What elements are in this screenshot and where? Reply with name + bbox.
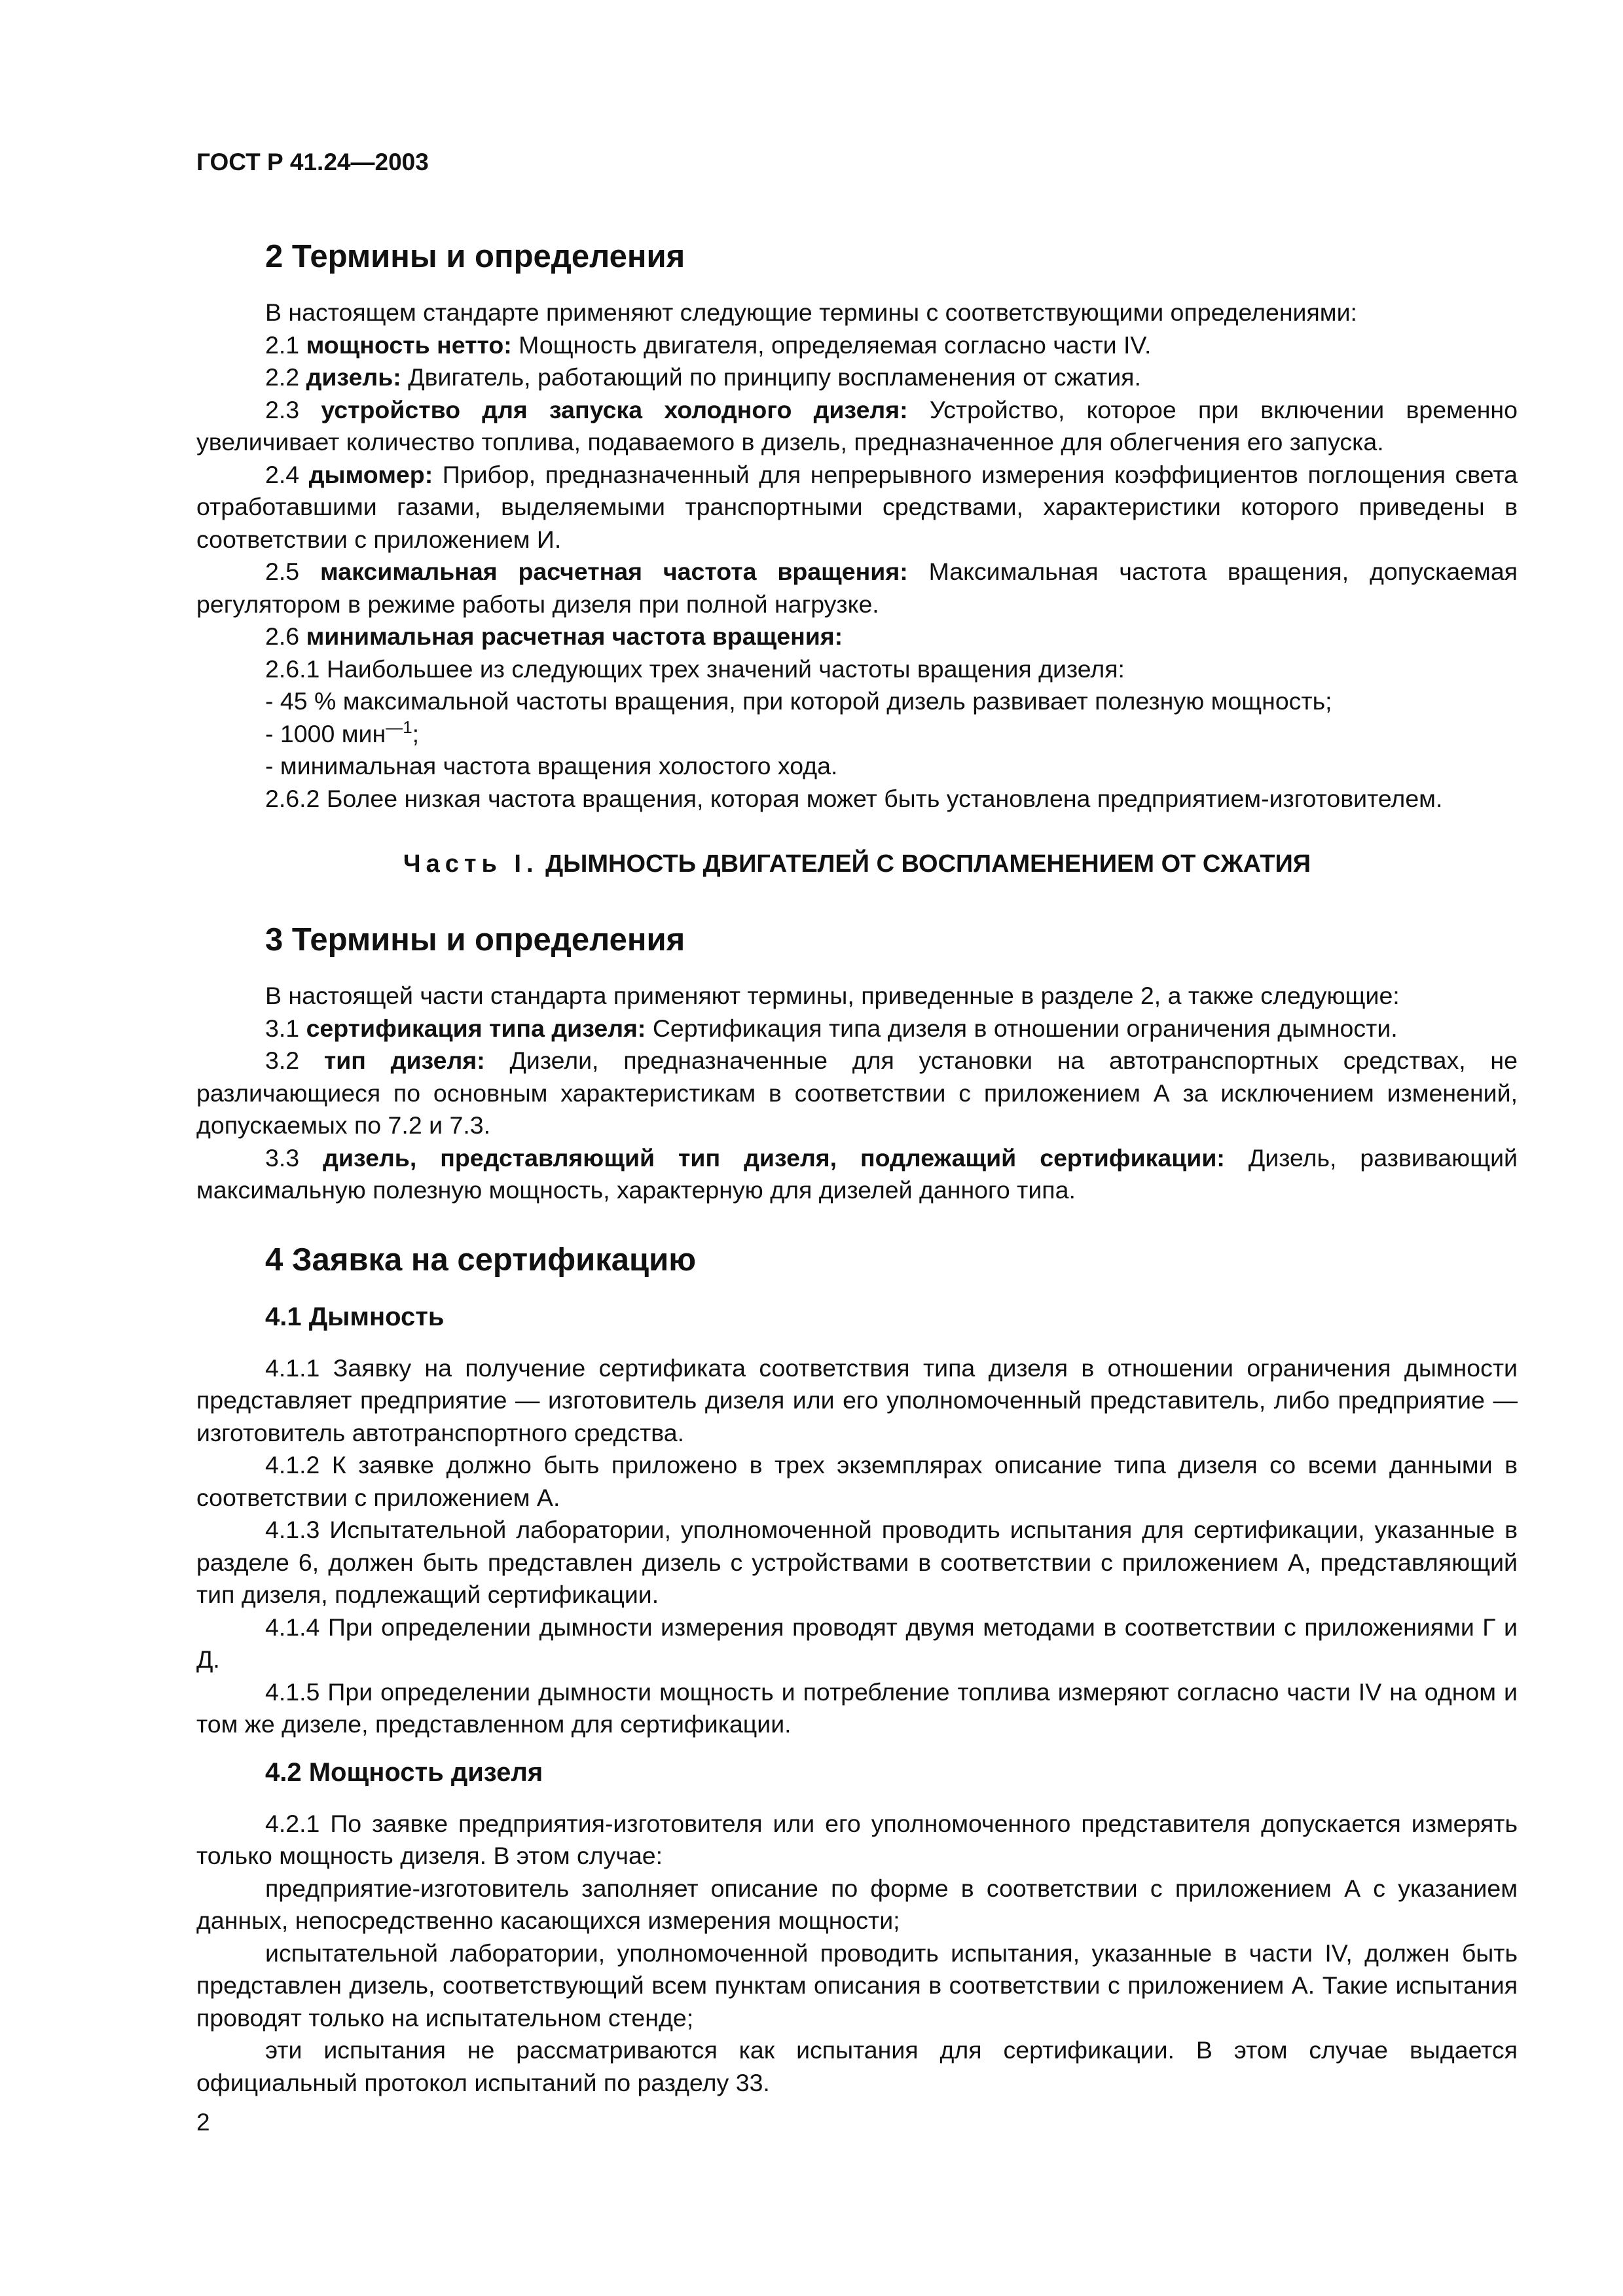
- sec2-intro: В настоящем стандарте применяют следующие термины с соответствующими определениями:: [265, 298, 1357, 326]
- clause-4-2-1-a: предприятие-изготовитель заполняет описание по форме в соответствии с приложением А с указанием данных, непосредственно касающихся измерения мощности;: [196, 1874, 1518, 1934]
- term-name: тип дизеля:: [323, 1047, 485, 1074]
- part-label: Часть I.: [403, 850, 539, 878]
- term-number: 2.5: [265, 558, 320, 585]
- clause-4-2-1-c: эти испытания не рассматриваются как испытания для сертификации. В этом случае выдается официальный протокол испытаний по разделу 33.: [196, 2036, 1518, 2096]
- term-definition: Сертификация типа дизеля в отношении ограничения дымности.: [646, 1014, 1398, 1042]
- section-3-title: 3 Термины и определения: [265, 922, 685, 958]
- part-heading: [196, 848, 1518, 880]
- term-number: 2.4: [265, 460, 309, 488]
- term-2-1: [196, 329, 1518, 362]
- page-number: 2: [196, 2109, 210, 2136]
- term-2-6-1: 2.6.1 Наибольшее из следующих трех значений частоты вращения дизеля:: [265, 655, 1125, 683]
- clause-4-1-2: 4.1.2 К заявке должно быть приложено в трех экземплярах описание типа дизеля со всеми данными в соответствии с приложением А.: [196, 1451, 1518, 1511]
- clause-4-2-1: 4.2.1 По заявке предприятия-изготовителя или его уполномоченного представителя допускается измерять только мощность дизеля. В этом случае:: [196, 1809, 1518, 1869]
- sec3-intro: В настоящей части стандарта применяют термины, приведенные в разделе 2, а также следующие:: [265, 982, 1400, 1009]
- term-2-2: [196, 361, 1518, 394]
- term-number: 2.2: [265, 363, 306, 391]
- clause-4-1-5: 4.1.5 При определении дымности мощность и потребление топлива измеряют согласно части IV на одном и том же дизеле, представленном для сертификации.: [196, 1677, 1518, 1738]
- term-2-6: [196, 620, 1518, 653]
- term-number: 2.3: [265, 395, 321, 423]
- term-2-4: [196, 459, 1518, 556]
- document-page: [196, 147, 1518, 2099]
- list-item: - минимальная частота вращения холостого хода.: [265, 752, 838, 780]
- list-item: - 45 % максимальной частоты вращения, при которой дизель развивает полезную мощность;: [265, 687, 1332, 715]
- term-definition: Двигатель, работающий по принципу воспламенения от сжатия.: [401, 363, 1141, 391]
- part-title-text: ДЫМНОСТЬ ДВИГАТЕЛЕЙ С ВОСПЛАМЕНЕНИЕМ ОТ СЖАТИЯ: [538, 850, 1311, 878]
- clause-4-1-4: 4.1.4 При определении дымности измерения проводят двумя методами в соответствии с приложениями Г и Д.: [196, 1613, 1518, 1673]
- term-name: минимальная расчетная частота вращения:: [306, 622, 843, 650]
- term-number: 2.6: [265, 622, 306, 650]
- clause-4-2-1-b: испытательной лаборатории, уполномоченной проводить испытания, указанные в части IV, должен быть представлен дизель, соответствующий всем пунктам описания в соответствии с приложением А. Такие испытания проводят только на испытательном стенде;: [196, 1939, 1518, 2032]
- section-4-title: 4 Заявка на сертификацию: [265, 1242, 697, 1278]
- superscript: —1: [386, 717, 412, 737]
- term-number: 3.3: [265, 1143, 323, 1172]
- term-3-1: [196, 1013, 1518, 1045]
- subsection-4-2-title: 4.2 Мощность дизеля: [265, 1757, 543, 1787]
- term-name: дымомер:: [308, 460, 433, 488]
- term-definition: Дизель, развивающий максимальную полезную мощность, характерную для дизелей данного типа.: [196, 1143, 1518, 1204]
- standard-id: ГОСТ Р 41.24—2003: [196, 149, 429, 175]
- term-name: мощность нетто:: [306, 331, 512, 359]
- list-item: - 1000 мин$^{—1}$;: [265, 717, 420, 747]
- clause-4-1-1: 4.1.1 Заявку на получение сертификата соответствия типа дизеля в отношении ограничения дымности представляет предприятие — изготовитель дизеля или его уполномоченный представитель, либо предприятие — изготовитель автотранспортного средства.: [196, 1354, 1518, 1446]
- term-2-6-2: 2.6.2 Более низкая частота вращения, которая может быть установлена предприятием-изготовителем.: [265, 784, 1443, 812]
- term-2-3: [196, 394, 1518, 459]
- section-2-title: 2 Термины и определения: [265, 239, 685, 274]
- term-name: максимальная расчетная частота вращения:: [320, 558, 908, 585]
- term-number: 3.2: [265, 1047, 324, 1074]
- term-name: сертификация типа дизеля:: [306, 1014, 646, 1042]
- term-definition: Мощность двигателя, определяемая согласно части IV.: [511, 331, 1152, 359]
- term-definition: Устройство, которое при включении временно увеличивает количество топлива, подаваемого в дизель, предназначенное для облегчения его запуска.: [196, 395, 1518, 456]
- term-number: 3.1: [265, 1014, 306, 1042]
- term-definition: Прибор, предназначенный для непрерывного измерения коэффициентов поглощения света отработавшими газами, выделяемыми транспортными средствами, характеристики которого приведены в соответствии с приложением И.: [196, 460, 1518, 553]
- term-3-3: [196, 1142, 1518, 1207]
- term-3-2: [196, 1045, 1518, 1142]
- subsection-4-1-title: 4.1 Дымность: [265, 1302, 445, 1331]
- term-name: устройство для запуска холодного дизеля:: [321, 395, 908, 423]
- term-name: дизель:: [306, 363, 401, 391]
- term-name: дизель, представляющий тип дизеля, подлежащий сертификации:: [323, 1143, 1225, 1172]
- term-definition: Дизели, предназначенные для установки на автотранспортных средствах, не различающиеся по основным характеристикам в соответствии с приложением А за исключением изменений, допускаемых по 7.2 и 7.3.: [196, 1047, 1518, 1139]
- term-number: 2.1: [265, 331, 306, 359]
- term-definition: Максимальная частота вращения, допускаемая регулятором в режиме работы дизеля при полной нагрузке.: [196, 558, 1518, 618]
- term-2-5: [196, 556, 1518, 620]
- clause-4-1-3: 4.1.3 Испытательной лаборатории, уполномоченной проводить испытания для сертификации, указанные в разделе 6, должен быть представлен дизель с устройствами в соответствии с приложением А, представляющий тип дизеля, подлежащий сертификации.: [196, 1516, 1518, 1608]
